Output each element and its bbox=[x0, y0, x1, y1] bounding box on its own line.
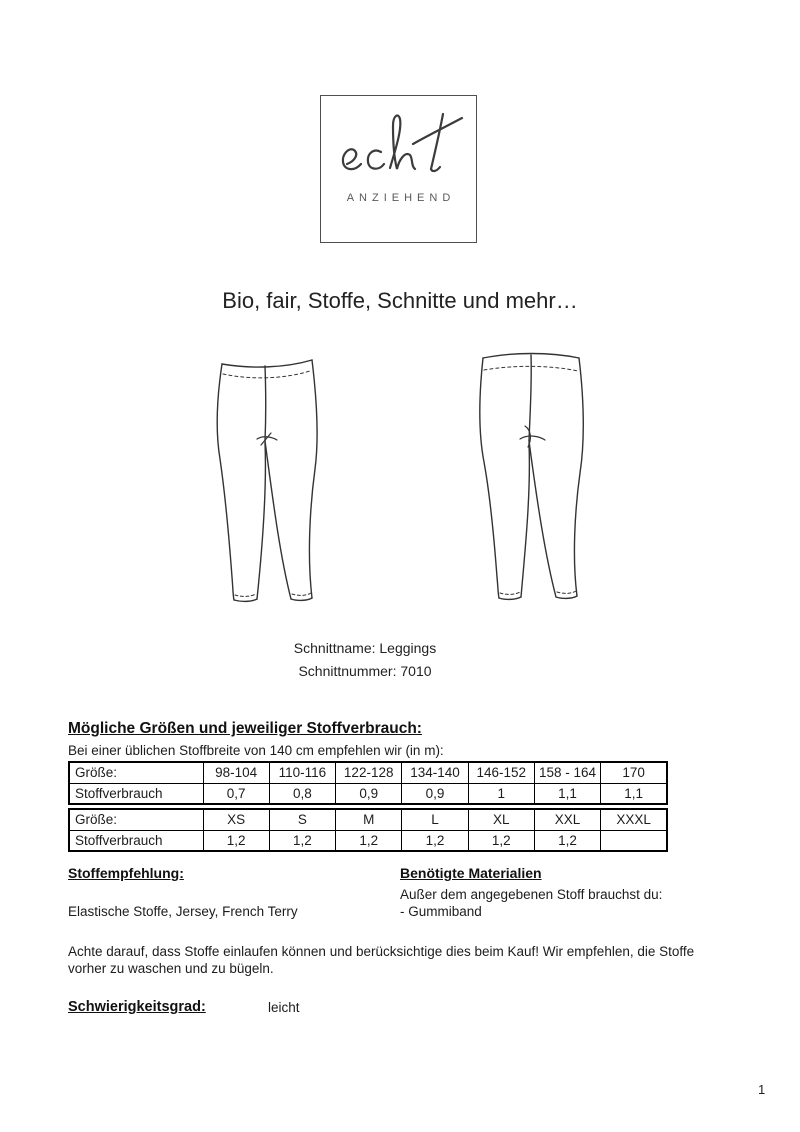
table-row bbox=[69, 783, 667, 804]
table-cell: 0,8 bbox=[269, 783, 335, 804]
page-number: 1 bbox=[758, 1082, 766, 1097]
page-title: Bio, fair, Stoffe, Schnitte und mehr… bbox=[222, 288, 578, 313]
table-cell: 1,2 bbox=[468, 830, 534, 851]
brand-logo bbox=[320, 95, 477, 243]
table-cell: 98-104 bbox=[203, 762, 269, 783]
pattern-name: Schnittname: Leggings bbox=[293, 640, 437, 656]
table-row bbox=[69, 809, 667, 830]
table-cell: Größe: bbox=[69, 762, 203, 783]
table-cell: L bbox=[402, 809, 468, 830]
table-cell: 170 bbox=[601, 762, 667, 783]
table-cell: Stoffverbrauch bbox=[69, 783, 203, 804]
logo-caption: ANZIEHEND bbox=[346, 192, 456, 204]
logo-script-icon bbox=[329, 108, 469, 190]
table-cell: 1,2 bbox=[203, 830, 269, 851]
table-cell: Größe: bbox=[69, 809, 203, 830]
leggings-back-drawing bbox=[478, 349, 585, 608]
table-cell: Stoffverbrauch bbox=[69, 830, 203, 851]
table-cell: XXL bbox=[534, 809, 600, 830]
table-row bbox=[69, 830, 667, 851]
size-table-adults bbox=[68, 808, 668, 852]
difficulty-heading: Schwierigkeitsgrad: bbox=[68, 999, 206, 1015]
table-cell: 1,2 bbox=[534, 830, 600, 851]
table-cell: 0,9 bbox=[336, 783, 402, 804]
table-cell: XL bbox=[468, 809, 534, 830]
table-cell: 122-128 bbox=[336, 762, 402, 783]
materials-intro: Außer dem angegebenen Stoff brauchst du: bbox=[400, 887, 663, 902]
table-cell: 0,7 bbox=[203, 783, 269, 804]
table-cell: 1 bbox=[468, 783, 534, 804]
sizes-section-intro: Bei einer üblichen Stoffbreite von 140 cm empfehlen wir (in m): bbox=[68, 743, 444, 758]
fabric-heading: Stoffempfehlung: bbox=[68, 865, 184, 881]
size-table-kids bbox=[68, 761, 668, 805]
table-cell: S bbox=[269, 809, 335, 830]
table-row bbox=[69, 762, 667, 783]
table-cell: M bbox=[336, 809, 402, 830]
fabric-recommendation: Elastische Stoffe, Jersey, French Terry bbox=[68, 904, 298, 919]
difficulty-value: leicht bbox=[268, 1000, 300, 1015]
table-cell: 146-152 bbox=[468, 762, 534, 783]
table-cell: XS bbox=[203, 809, 269, 830]
materials-heading: Benötigte Materialien bbox=[400, 865, 542, 881]
table-cell: 158 - 164 bbox=[534, 762, 600, 783]
pattern-number: Schnittnummer: 7010 bbox=[298, 663, 432, 679]
table-cell: XXXL bbox=[601, 809, 667, 830]
table-cell: 1,2 bbox=[336, 830, 402, 851]
shrinkage-note: Achte darauf, dass Stoffe einlaufen können und berücksichtige dies beim Kauf! Wir empfehlen, die Stoffe vorher zu waschen und zu bügeln. bbox=[68, 944, 695, 976]
table-cell: 1,1 bbox=[534, 783, 600, 804]
sizes-section-heading: Mögliche Größen und jeweiliger Stoffverbrauch: bbox=[68, 720, 422, 737]
table-cell: 1,2 bbox=[402, 830, 468, 851]
size-tables bbox=[68, 761, 668, 852]
table-cell: 110-116 bbox=[269, 762, 335, 783]
leggings-front-drawing bbox=[215, 351, 320, 608]
table-cell: 1,2 bbox=[269, 830, 335, 851]
pattern-info bbox=[0, 637, 730, 683]
table-cell: 1,1 bbox=[601, 783, 667, 804]
table-cell: 0,9 bbox=[402, 783, 468, 804]
table-cell: 134-140 bbox=[402, 762, 468, 783]
materials-item: - Gummiband bbox=[400, 904, 482, 919]
table-cell bbox=[601, 830, 667, 851]
